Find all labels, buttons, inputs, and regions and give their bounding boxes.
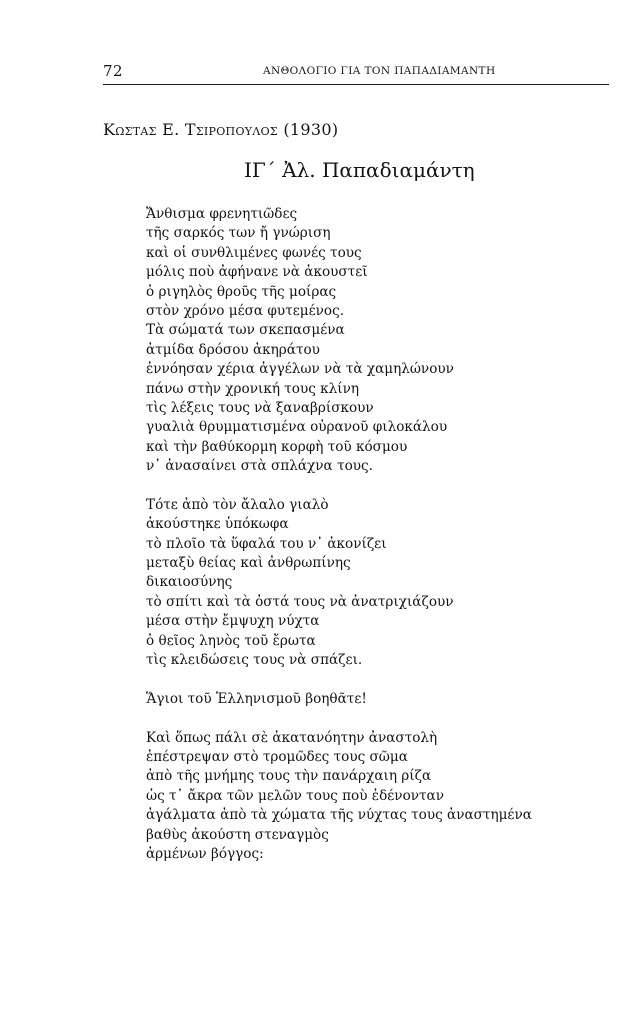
poem-line: πάνω στὴν χρονική τους κλίνη xyxy=(146,380,360,397)
poem-line: ἀκούστηκε ὑπόκωφα xyxy=(146,516,289,533)
poem-title: ΙΓ΄ Ἀλ. Παπαδιαμάντη xyxy=(244,158,475,182)
poem-line: μόλις ποὺ ἀφήνανε νὰ ἀκουστεῖ xyxy=(146,264,368,281)
poem-line: τὶς λέξεις τους νὰ ξαναβρίσκουν xyxy=(146,399,374,416)
running-title: ΑΝΘΟΛΟΓΙΟ ΓΙΑ ΤΟΝ ΠΑΠΑΔΙΑΜΑΝΤΗ xyxy=(263,65,496,77)
poem-line: Καὶ ὅπως πάλι σὲ ἀκατανόητην ἀναστολὴ xyxy=(146,729,438,746)
poem-line: καὶ οἱ συνθλιμένες φωνές τους xyxy=(146,244,362,261)
poem-line: ὡς τ᾽ ἄκρα τῶν μελῶν τους ποὺ ἐδένονταν xyxy=(146,787,444,804)
poem-line: Τὰ σώματά των σκεπασμένα xyxy=(146,322,345,339)
poem-line: ἀγάλματα ἀπὸ τὰ χώματα τῆς νύχτας τους ἀναστημένα xyxy=(146,807,532,824)
poem-line: γυαλιὰ θρυμματισμένα οὐρανοῦ φιλοκάλου xyxy=(146,419,448,436)
poem-line: δικαιοσύνης xyxy=(146,574,233,591)
poem-line: ὁ ριγηλὸς θροῦς τῆς μοίρας xyxy=(146,283,337,300)
stanza-gap xyxy=(146,670,606,689)
poem-line: τῆς σαρκός των ἤ γνώριση xyxy=(146,225,331,242)
page-number: 72 xyxy=(103,62,124,80)
poem-line: ν᾽ ἀνασαίνει στὰ σπλάχνα τους. xyxy=(146,458,373,475)
poem-line: ἀπὸ τῆς μνήμης τους τὴν πανάρχαιη ρίζα xyxy=(146,768,432,785)
stanza-1 xyxy=(146,205,606,476)
stanza-gap xyxy=(146,476,606,495)
poem-line: τὶς κλειδώσεις τους νὰ σπάζει. xyxy=(146,651,363,668)
running-head xyxy=(103,62,609,85)
poem-line: ὁ θεῖος ληνὸς τοῦ ἔρωτα xyxy=(146,632,316,649)
poem-line: τὸ σπίτι καὶ τὰ ὀστά τους νὰ ἀνατριχιάζουν xyxy=(146,593,454,610)
poem-line: καὶ τὴν βαθύκορμη κορφὴ τοῦ κόσμου xyxy=(146,438,408,455)
poem-line: ἐπέστρεψαν στὸ τρομῶδες τους σῶμα xyxy=(146,748,408,765)
poem-body xyxy=(146,205,606,864)
poem-line: βαθὺς ἀκούστη στεναγμὸς xyxy=(146,826,329,843)
poem-line: στὸν χρόνο μέσα φυτεμένος. xyxy=(146,302,345,319)
poem-line: μεταξὺ θείας καὶ ἀνθρωπίνης xyxy=(146,555,351,572)
stanza-2 xyxy=(146,496,606,671)
poem-line: Ἄνθισμα φρενητιῶδες xyxy=(146,206,298,222)
poem-line: μέσα στὴν ἔμψυχη νύχτα xyxy=(146,613,320,630)
poem-line: Ἅγιοι τοῦ Ἑλληνισμοῦ βοηθᾶτε! xyxy=(146,690,367,707)
poem-line: ἐννόησαν χέρια ἀγγέλων νὰ τὰ χαμηλώνουν xyxy=(146,361,454,378)
author-line: Κωστας Ε. Τσιροπουλος (1930) xyxy=(103,120,339,139)
poem-line: Τότε ἀπὸ τὸν ἄλαλο γιαλὸ xyxy=(146,496,329,513)
poem-line: τὸ πλοῖο τὰ ὕφαλά του ν᾽ ἀκονίζει xyxy=(146,535,387,552)
stanza-gap xyxy=(146,709,606,728)
stanza-3 xyxy=(146,690,606,709)
stanza-4 xyxy=(146,729,606,865)
poem-line: ἀτμίδα δρόσου ἀκηράτου xyxy=(146,341,320,358)
poem-line: ἀρμένων βόγγος: xyxy=(146,845,264,862)
